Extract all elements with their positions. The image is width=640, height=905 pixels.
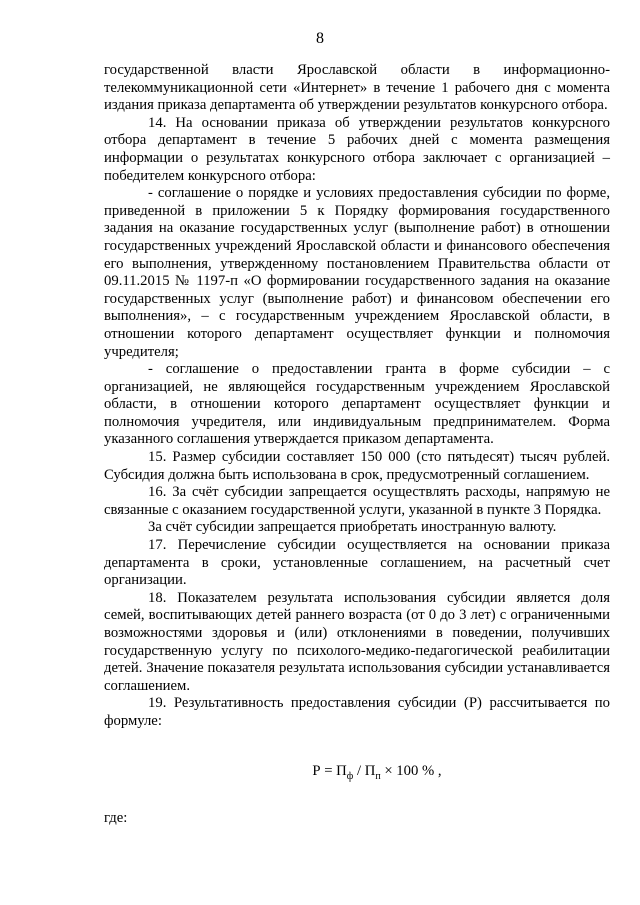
- formula-sub-planned: п: [375, 770, 381, 782]
- paragraph: 15. Размер субсидии составляет 150 000 (сто пятьдесят) тысяч рублей. Субсидия должна быть использована в срок, предусмотренный соглашением.: [104, 449, 610, 483]
- formula-sub-actual: ф: [346, 770, 354, 782]
- paragraph: За счёт субсидии запрещается приобретать иностранную валюту.: [148, 519, 557, 536]
- paragraph: 18. Показателем результата использования субсидии является доля семей, воспитывающих детей раннего возраста (от 0 до 3 лет) с ограниченными возможностями здоровья и (или) отклонениями в поведении, получивших государственную услугу по психолого-медико-педагогической реабилитации детей. Значение показателя результата использования субсидии устанавливается соглашением.: [104, 589, 610, 694]
- paragraph: 19. Результативность предоставления субсидии (Р) рассчитывается по формуле:: [104, 695, 610, 729]
- document-body: [104, 62, 610, 828]
- paragraph: 14. На основании приказа об утверждении результатов конкурсного отбора департамент в течение 5 рабочих дней с момента размещения информации о результатах конкурсного отбора заключает с организацией – победителем конкурсного отбора:: [104, 114, 610, 184]
- paragraph: 17. Перечисление субсидии осуществляется на основании приказа департамента в сроки, установленные соглашением, на расчетный счет организации.: [104, 537, 610, 589]
- list-item: - соглашение о предоставлении гранта в форме субсидии – с организацией, не являющейся государственным учреждением Ярославской области, в отношении которого департамент осуществляет функции и полномочия учредителя, или индивидуальным предпринимателем. Форма указанного соглашения утверждается приказом департамента.: [104, 361, 610, 448]
- paragraph: государственной власти Ярославской области в информационно-телекоммуникационной сети «Интернет» в течение 1 рабочего дня с момента издания приказа департамента об утверждении результатов конкурсного отбора.: [104, 62, 610, 114]
- formula-rhs: × 100 % ,: [380, 762, 442, 779]
- list-item: - соглашение о порядке и условиях предоставления субсидии по форме, приведенной в приложении 5 к Порядку формирования государственного задания на оказание государственных услуг (выполнение работ) в отношении государственных учреждений Ярославской области и финансового обеспечения его выполнения, утвержденному постановлением Правительства области от 09.11.2015 № 1197-п «О формировании государственного задания на оказание государственных услуг (выполнение работ) и финансовом обеспечении его выполнения», – с государственным учреждением Ярославской области, в отношении которого департамент осуществляет функции и полномочия учредителя;: [104, 185, 610, 360]
- formula-lhs: Р = П: [312, 762, 347, 779]
- where-label: где:: [104, 810, 128, 827]
- formula: [104, 763, 610, 781]
- page-number: 8: [316, 30, 324, 47]
- formula-mid: / П: [353, 762, 376, 779]
- paragraph: 16. За счёт субсидии запрещается осуществлять расходы, напрямую не связанные с оказанием государственной услуги, указанной в пункте 3 Порядка.: [104, 484, 610, 518]
